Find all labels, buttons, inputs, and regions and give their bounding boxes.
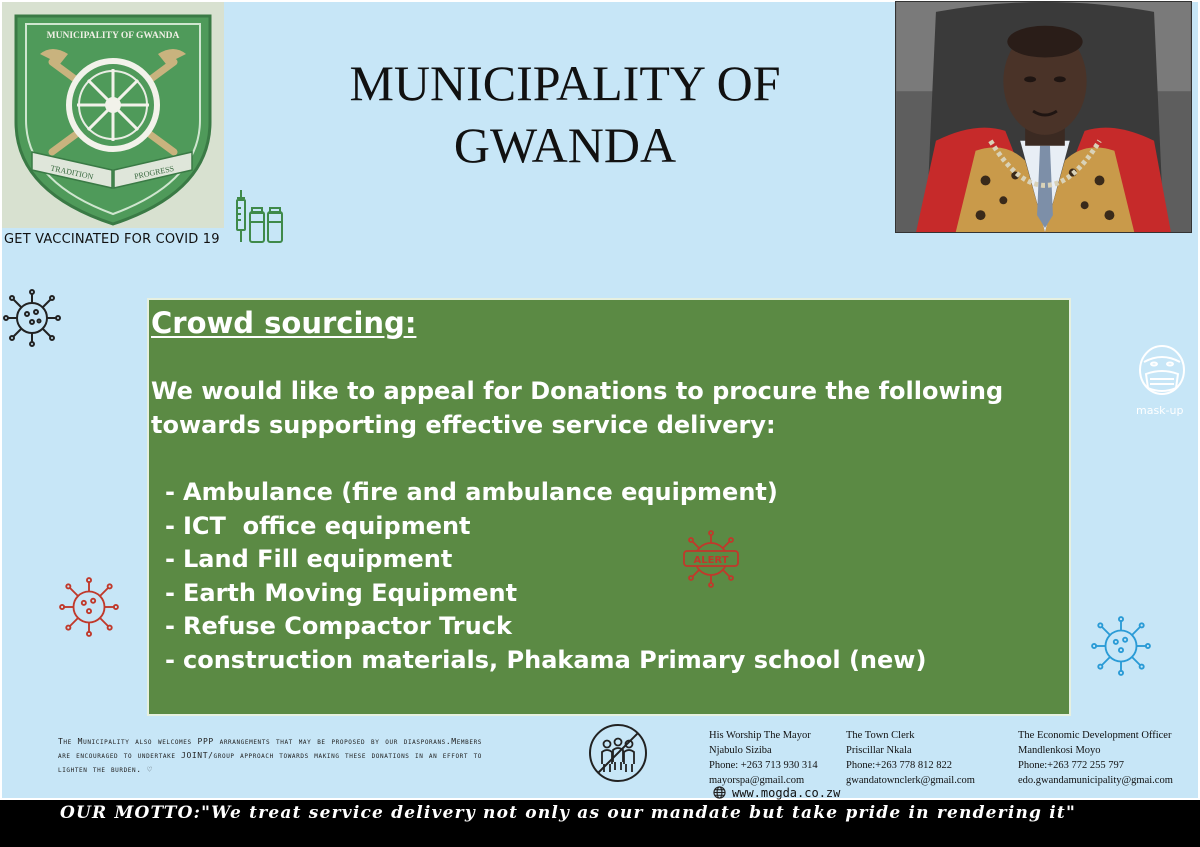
- mayor-name: Njabulo Siziba: [709, 745, 772, 756]
- crowd-sourcing-panel: [147, 298, 1071, 716]
- contact-economic-development-officer: [1018, 728, 1173, 788]
- alert-virus-icon: [680, 530, 742, 588]
- vaccine-vials-icon: [230, 188, 286, 246]
- list-item: - construction materials, Phakama Primary school (new): [157, 644, 926, 678]
- clerk-name: Priscillar Nkala: [846, 745, 912, 756]
- mayor-title: His Worship The Mayor: [709, 730, 811, 741]
- edo-name: Mandlenkosi Moyo: [1018, 745, 1101, 756]
- municipality-logo: [2, 2, 224, 228]
- mask-up-icon: [1132, 344, 1192, 400]
- virus-icon-dark: [2, 288, 62, 348]
- mask-up-label: mask-up: [1136, 404, 1184, 417]
- clerk-title: The Town Clerk: [846, 730, 915, 741]
- list-item: - Refuse Compactor Truck: [157, 610, 926, 644]
- list-item: - ICT office equipment: [157, 510, 926, 544]
- website-text[interactable]: www.mogda.co.zw: [732, 786, 841, 800]
- covid-vaccination-message: GET VACCINATED FOR COVID 19: [4, 232, 220, 247]
- list-item: - Earth Moving Equipment: [157, 577, 926, 611]
- contact-mayor: [709, 728, 818, 788]
- virus-icon-blue: [1090, 615, 1152, 677]
- ppp-arrangements-text: The Municipality also welcomes PPP arrangements that may be proposed by our diasporans.Members are encouraged to undertake JOINT/group approach towards making these donations in an effort to lighten the burden. ♡: [58, 737, 482, 774]
- clerk-phone: Phone:+263 778 812 822: [846, 760, 952, 771]
- clerk-email[interactable]: gwandatownclerk@gmail.com: [846, 775, 975, 786]
- title-line-1: MUNICIPALITY OF: [349, 55, 781, 111]
- edo-title: The Economic Development Officer: [1018, 730, 1172, 741]
- website-link[interactable]: [713, 786, 840, 800]
- panel-heading: Crowd sourcing:: [151, 306, 417, 340]
- mayor-phone: Phone: +263 713 930 314: [709, 760, 818, 771]
- logo-top-text: MUNICIPALITY OF GWANDA: [46, 31, 180, 41]
- page-title: [300, 52, 830, 176]
- mayor-photo: [895, 1, 1192, 233]
- motto-text: OUR MOTTO:"We treat service delivery not only as our mandate but take pride in rendering it": [60, 803, 1077, 823]
- edo-phone: Phone:+263 772 255 797: [1018, 760, 1124, 771]
- edo-email[interactable]: edo.gwandamunicipality@gmai.com: [1018, 775, 1173, 786]
- donation-items-list: [157, 476, 926, 677]
- heart-icon: ♡: [147, 765, 153, 774]
- alert-label: ALERT: [693, 555, 729, 566]
- panel-intro: We would like to appeal for Donations to procure the following towards supporting effective service delivery:: [151, 377, 1004, 439]
- list-item: - Land Fill equipment: [157, 543, 926, 577]
- social-distancing-icon: [587, 722, 649, 784]
- list-item: - Ambulance (fire and ambulance equipment): [157, 476, 926, 510]
- contact-town-clerk: [846, 728, 975, 788]
- logo-left-banner: TRADITION: [49, 163, 95, 182]
- title-line-2: GWANDA: [453, 117, 677, 173]
- virus-icon-red: [58, 576, 120, 638]
- mayor-email[interactable]: mayorspa@gmail.com: [709, 775, 805, 786]
- globe-icon: [713, 786, 726, 799]
- logo-right-banner: PROGRESS: [133, 163, 175, 182]
